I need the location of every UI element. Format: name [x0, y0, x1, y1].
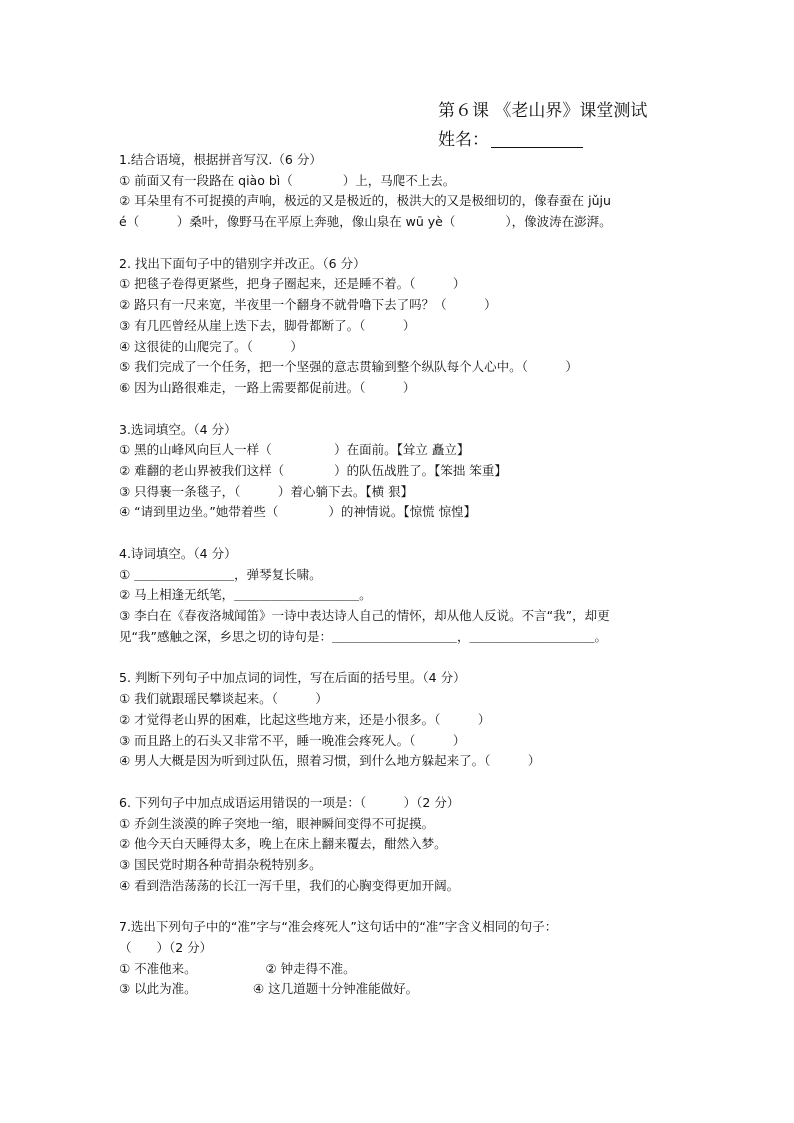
spacer	[119, 233, 679, 254]
question-line: ⑥ 因为山路很难走，一路上需要都促前进。（ ）	[119, 379, 416, 395]
question-line: ② 马上相逢无纸笔，＿＿＿＿＿＿＿＿＿＿。	[119, 587, 372, 603]
question-line: （ ）（2 分）	[119, 940, 213, 955]
spacer	[119, 896, 679, 917]
question-line: ② 耳朵里有不可捉摸的声响，极远的又是极近的，极洪大的又是极细切的，像春蚕在 jǔju	[119, 193, 611, 209]
question-line: ① 黑的山峰风向巨人一样（ ）在面前。【耸立 矗立】	[119, 442, 470, 458]
question-line: ① 把毯子卷得更紧些，把身子圈起来，还是睡不着。（ ）	[119, 276, 466, 292]
spacer	[119, 647, 679, 668]
question-line: ① 不准他来。 ② 钟走得不准。	[119, 960, 356, 976]
question-line: ③ 李白在《春夜洛城闻笛》一诗中表达诗人自己的情怀，却从他人反说。不言“我”，却更	[119, 608, 610, 624]
question-line: ③ 国民党时期各种苛捐杂税特别多。	[119, 856, 322, 872]
section-2-heading: 2. 找出下面句子中的错别字并改正。（6 分）	[119, 255, 366, 271]
question-line: ③ 只得裹一条毯子，（ ）着心躺下去。【横 狠】	[119, 483, 414, 499]
question-line: 见“我”感触之深，乡思之切的诗句是：＿＿＿＿＿＿＿＿＿＿，＿＿＿＿＿＿＿＿＿＿。	[119, 628, 607, 644]
question-line: ② 路只有一尺来宽，半夜里一个翻身不就骨噜下去了吗？（ ）	[119, 297, 497, 313]
question-line: ① 前面又有一段路在 qiào bì（ ）上，马爬不上去。	[119, 172, 456, 188]
page-title: 第６课 《老山界》课堂测试	[438, 101, 648, 121]
section-5-heading: 5. 判断下列句子中加点词的词性，写在后面的括号里。（4 分）	[119, 670, 466, 686]
question-content	[119, 150, 679, 1000]
name-blank[interactable]	[491, 131, 583, 148]
question-line: ③ 以此为准。 ④ 这几道题十分钟准能做好。	[119, 981, 419, 997]
section-4-heading: 4.诗词填空。（4 分）	[119, 546, 237, 561]
question-line: ① ＿＿＿＿＿＿＿＿，弹琴复长啸。	[119, 566, 322, 582]
question-line: ⑤ 我们完成了一个任务，把一个坚强的意志贯输到整个纵队每个人心中。（ ）	[119, 359, 578, 375]
question-line: ① 我们就跟瑶民攀谈起来。（ ）	[119, 691, 328, 707]
question-line: ② 他今天白天睡得太多，晚上在床上翻来覆去，酣然入梦。	[119, 836, 447, 852]
spacer	[119, 523, 679, 544]
section-7-heading: 7.选出下列句子中的“准”字与“准会疼死人”这句话中的“准”字含义相同的句子：	[119, 919, 558, 935]
question-line: ② 才觉得老山界的困难，比起这些地方来，还是小很多。（ ）	[119, 711, 491, 727]
question-line: ① 乔剑生淡漠的眸子突地一缩，眼神瞬间变得不可捉摸。	[119, 815, 435, 831]
question-line: ③ 而且路上的石头又非常不平，睡一晚准会疼死人。（ ）	[119, 732, 466, 748]
question-line: ④ 这很徒的山爬完了。（ ）	[119, 338, 303, 354]
spacer	[119, 399, 679, 420]
section-6-heading: 6. 下列句子中加点成语运用错误的一项是：（ ）（2 分）	[119, 794, 460, 810]
name-label: 姓名：	[438, 130, 489, 150]
question-line: ④ 男人大概是因为听到过队伍，照着习惯，到什么地方躲起来了。（ ）	[119, 753, 541, 769]
question-line: ② 难翻的老山界被我们这样（ ）的队伍战胜了。【笨拙 笨重】	[119, 462, 507, 478]
question-line: é（ ）桑叶，像野马在平原上奔驰，像山泉在 wū yè（ ），像波涛在澎湃。	[119, 214, 612, 230]
question-line: ④ 看到浩浩荡荡的长江一泻千里，我们的心胸变得更加开阔。	[119, 877, 460, 893]
section-3-heading: 3.选词填空。（4 分）	[119, 421, 237, 437]
section-1-heading: 1.结合语境，根据拼音写汉.（6 分）	[119, 152, 322, 167]
question-line: ④ “请到里边坐。”她带着些（ ）的神情说。【惊慌 惊惶】	[119, 504, 477, 520]
question-line: ③ 有几匹曾经从崖上迭下去，脚骨都断了。（ ）	[119, 317, 416, 333]
spacer	[119, 772, 679, 793]
name-field	[438, 129, 583, 151]
